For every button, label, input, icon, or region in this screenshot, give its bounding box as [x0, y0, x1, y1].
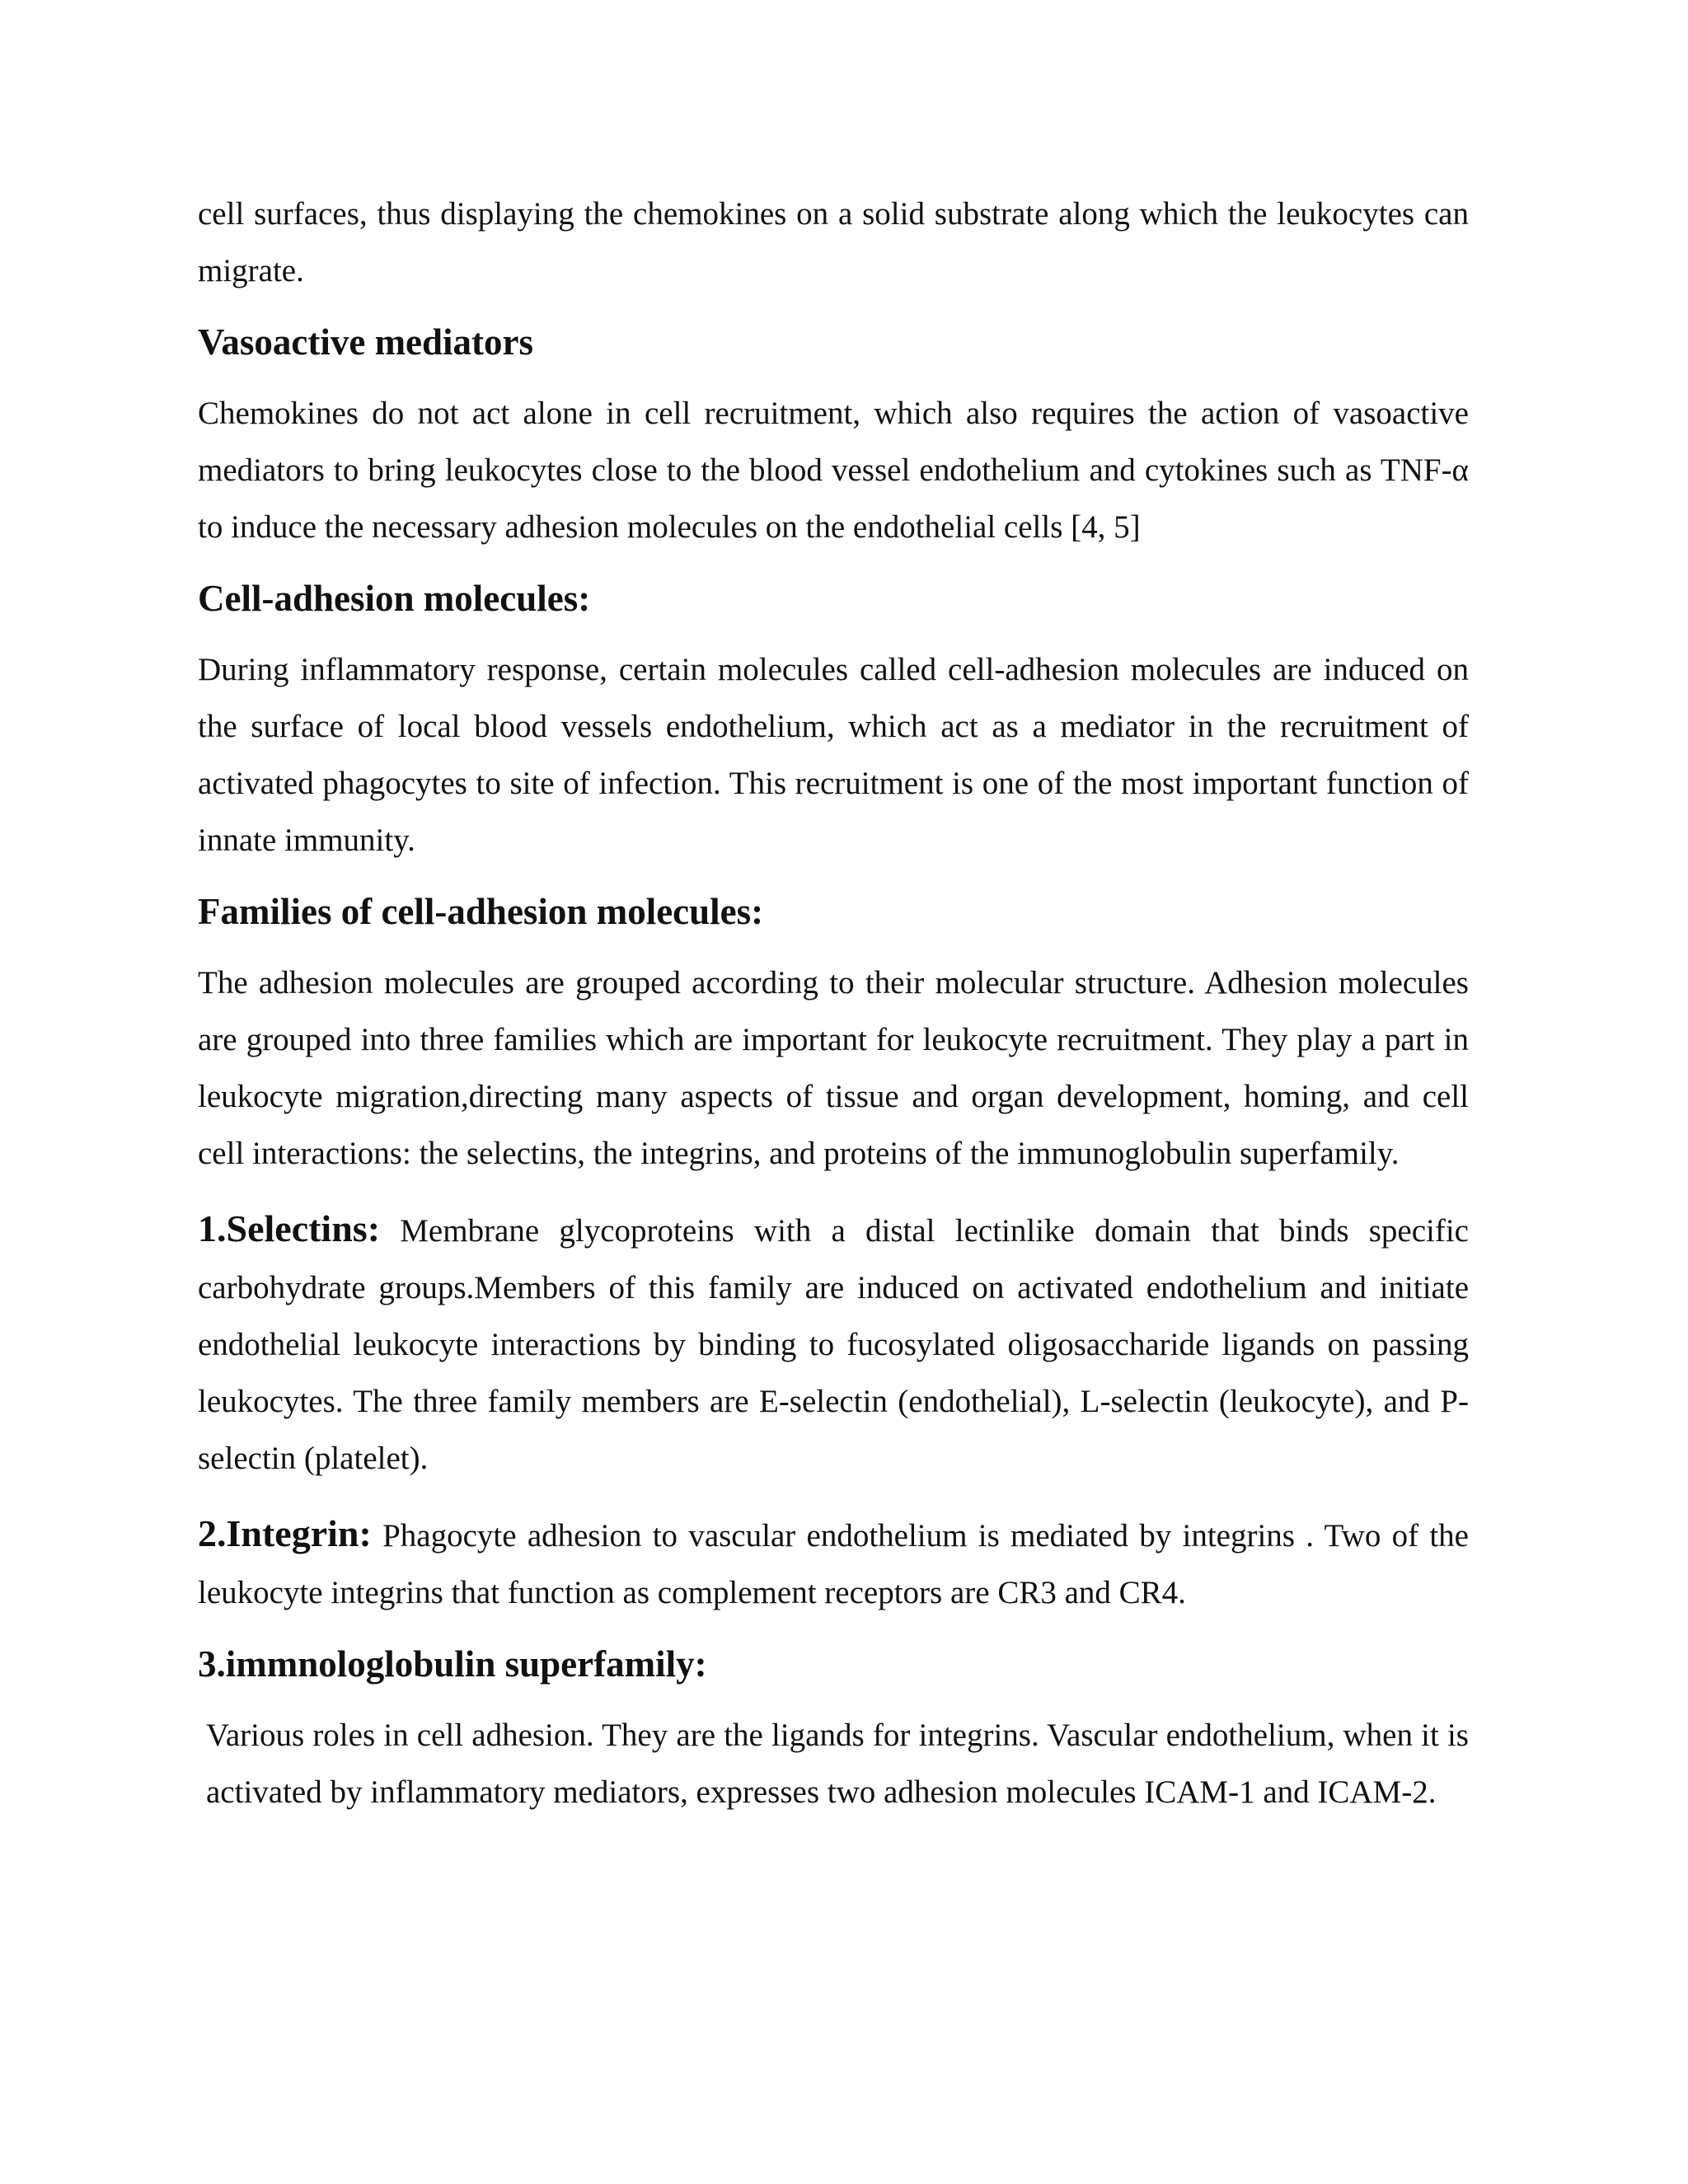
paragraph-cell-adhesion-molecules: During inflammatory response, certain molecules called cell-adhesion molecules are induced on the surface of local blood vessels endothelium, which act as a mediator in the recruitment of activated phagocytes to site of infection. This recruitment is one of the most important function of innate immunity.: [198, 652, 1469, 858]
paragraph-families-of-cell-adhesion-molecules: The adhesion molecules are grouped according to their molecular structure. Adhesion molecules are grouped into three families which are important for leukocyte recruitment. They play a part in leukocyte migration,directing many aspects of tissue and organ development, homing, and cell cell interactions: the selectins, the integrins, and proteins of the immunoglobulin superfamily.: [198, 965, 1469, 1171]
integrin-body: Phagocyte adhesion to vascular endothelium is mediated by integrins . Two of the leukocyte integrins that function as complement receptors are CR3 and CR4.: [198, 1518, 1469, 1610]
selectins-body: Membrane glycoproteins with a distal lectinlike domain that binds specific carbohydrate groups.Members of this family are induced on activated endothelium and initiate endothelial leukocyte interactions by binding to fucosylated oligosaccharide ligands on passing leukocytes. The three family members are E-selectin (endothelial), L-selectin (leukocyte), and P-selectin (platelet).: [198, 1213, 1469, 1476]
heading-vasoactive-mediators: Vasoactive mediators: [198, 321, 534, 363]
heading-selectins: 1.Selectins:: [198, 1207, 381, 1249]
intro-paragraph: cell surfaces, thus displaying the chemokines on a solid substrate along which the leukocytes can migrate.: [198, 196, 1469, 288]
heading-families-of-cell-adhesion-molecules: Families of cell-adhesion molecules:: [198, 891, 764, 932]
heading-immunoglobulin-superfamily: 3.immnologlobulin superfamily:: [198, 1643, 707, 1685]
paragraph-immunoglobulin-superfamily: Various roles in cell adhesion. They are the ligands for integrins. Vascular endothelium, when it is activated by inflammatory mediators, expresses two adhesion molecules ICAM-1 and ICAM-2.: [206, 1718, 1469, 1810]
document-page: [198, 185, 1469, 1821]
paragraph-selectins: [198, 1200, 1469, 1487]
heading-integrin: 2.Integrin:: [198, 1512, 372, 1554]
paragraph-vasoactive-mediators: Chemokines do not act alone in cell recruitment, which also requires the action of vasoactive mediators to bring leukocytes close to the blood vessel endothelium and cytokines such as TNF-α to induce the necessary adhesion molecules on the endothelial cells [4, 5]: [198, 396, 1469, 545]
heading-cell-adhesion-molecules: Cell-adhesion molecules:: [198, 578, 591, 619]
paragraph-integrin: [198, 1505, 1469, 1621]
